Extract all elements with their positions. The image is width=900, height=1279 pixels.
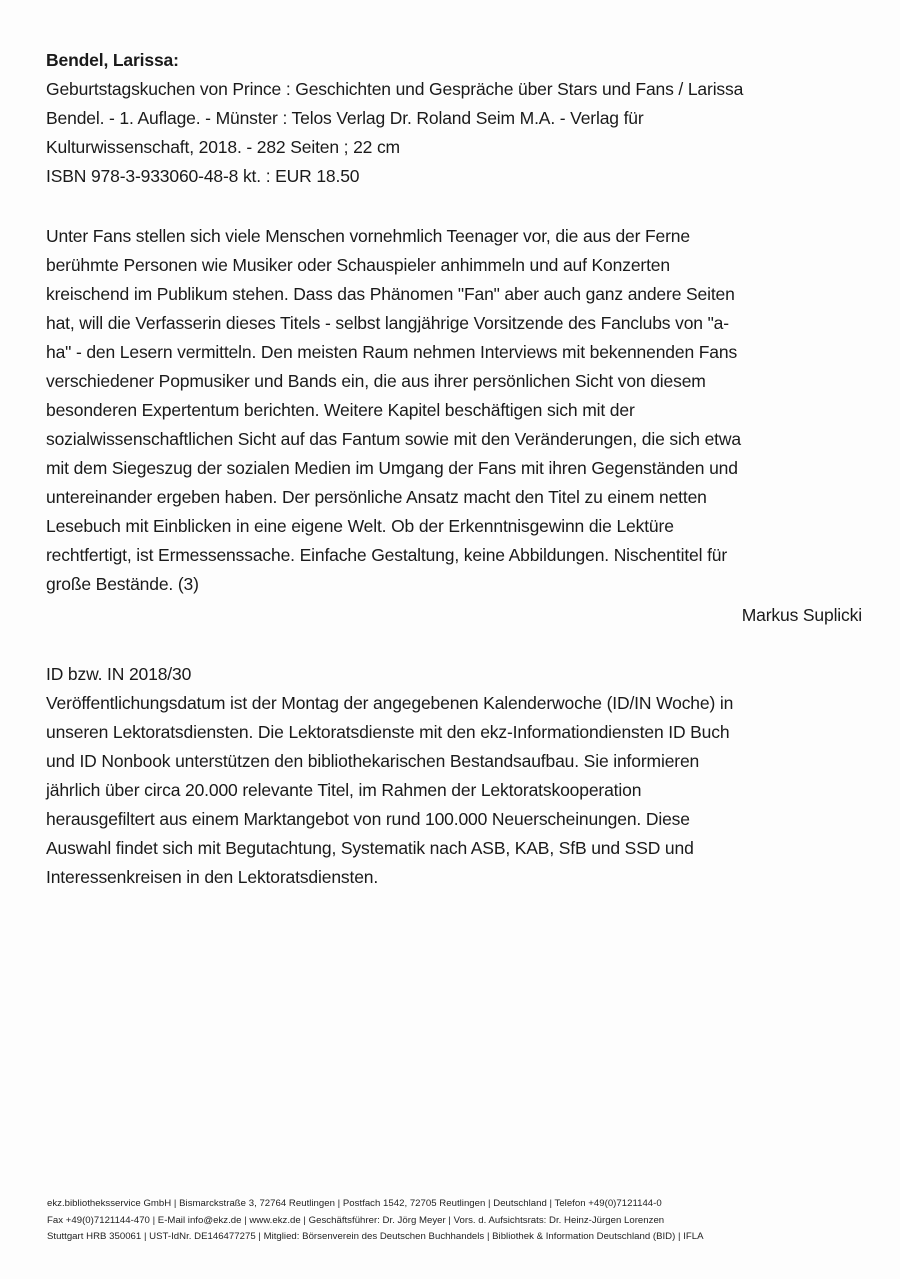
review-line: kreischend im Publikum stehen. Dass das Phänomen "Fan" aber auch ganz andere Seiten — [46, 284, 735, 304]
info-heading: ID bzw. IN 2018/30 — [46, 664, 192, 684]
info-line: Auswahl findet sich mit Begutachtung, Systematik nach ASB, KAB, SfB und SSD und — [46, 838, 694, 858]
publication-info — [46, 660, 876, 892]
review-line: untereinander ergeben haben. Der persönliche Ansatz macht den Titel zu einem netten — [46, 487, 707, 507]
bibliography-line: Kulturwissenschaft, 2018. - 282 Seiten ; 22 cm — [46, 137, 400, 157]
info-line: und ID Nonbook unterstützen den bibliothekarischen Bestandsaufbau. Sie informieren — [46, 751, 700, 771]
review-line: verschiedener Popmusiker und Bands ein, die aus ihrer persönlichen Sicht von diesem — [46, 371, 706, 391]
footer-line: Fax +49(0)7121144-470 | E-Mail info@ekz.de | www.ekz.de | Geschäftsführer: Dr. Jörg Meyer | Vors. d. Aufsichtsrats: Dr. Heinz-Jürgen Lorenzen — [47, 1214, 665, 1226]
review-line: Unter Fans stellen sich viele Menschen vornehmlich Teenager vor, die aus der Ferne — [46, 226, 690, 246]
page-footer — [47, 1196, 877, 1246]
author-name: Bendel, Larissa: — [46, 50, 179, 70]
info-line: Veröffentlichungsdatum ist der Montag der angegebenen Kalenderwoche (ID/IN Woche) in — [46, 693, 734, 713]
review-line: rechtfertigt, ist Ermessenssache. Einfache Gestaltung, keine Abbildungen. Nischentitel für — [46, 545, 728, 565]
info-line: Interessenkreisen in den Lektoratsdiensten. — [46, 867, 379, 887]
review-text — [46, 222, 876, 599]
isbn-price-line: ISBN 978-3-933060-48-8 kt. : EUR 18.50 — [46, 166, 360, 186]
footer-line: Stuttgart HRB 350061 | UST-IdNr. DE146477275 | Mitglied: Börsenverein des Deutschen Buchhandels | Bibliothek & Information Deutschland (BID) | IFLA — [47, 1231, 704, 1242]
review-line: Lesebuch mit Einblicken in eine eigene Welt. Ob der Erkenntnisgewinn die Lektüre — [46, 516, 674, 536]
reviewer-name: Markus Suplicki — [741, 605, 862, 625]
footer-line: ekz.bibliotheksservice GmbH | Bismarckstraße 3, 72764 Reutlingen | Postfach 1542, 72705 Reutlingen | Deutschland | Telefon +49(0)7121144-0 — [47, 1198, 662, 1209]
info-line: jährlich über circa 20.000 relevante Titel, im Rahmen der Lektoratskooperation — [46, 780, 642, 800]
review-line: berühmte Personen wie Musiker oder Schauspieler anhimmeln und auf Konzerten — [46, 255, 670, 275]
review-line: mit dem Siegeszug der sozialen Medien im Umgang der Fans mit ihren Gegenständen und — [46, 458, 738, 478]
review-line: ha" - den Lesern vermitteln. Den meisten Raum nehmen Interviews mit bekennenden Fans — [46, 342, 738, 362]
bibliography-line: Geburtstagskuchen von Prince : Geschichten und Gespräche über Stars und Fans / Larissa — [46, 79, 744, 99]
review-line: hat, will die Verfasserin dieses Titels - selbst langjährige Vorsitzende des Fanclubs von "a- — [46, 313, 729, 333]
bibliography-line: Bendel. - 1. Auflage. - Münster : Telos Verlag Dr. Roland Seim M.A. - Verlag für — [46, 108, 644, 128]
review-line: große Bestände. (3) — [46, 574, 199, 594]
bibliographic-entry — [46, 46, 876, 191]
info-line: unseren Lektoratsdiensten. Die Lektoratsdienste mit den ekz-Informationdiensten ID Buch — [46, 722, 730, 742]
review-line: sozialwissenschaftlichen Sicht auf das Fantum sowie mit den Veränderungen, die sich etwa — [46, 429, 741, 449]
info-line: herausgefiltert aus einem Marktangebot von rund 100.000 Neuerscheinungen. Diese — [46, 809, 690, 829]
review-line: besonderen Expertentum berichten. Weitere Kapitel beschäftigen sich mit der — [46, 400, 635, 420]
